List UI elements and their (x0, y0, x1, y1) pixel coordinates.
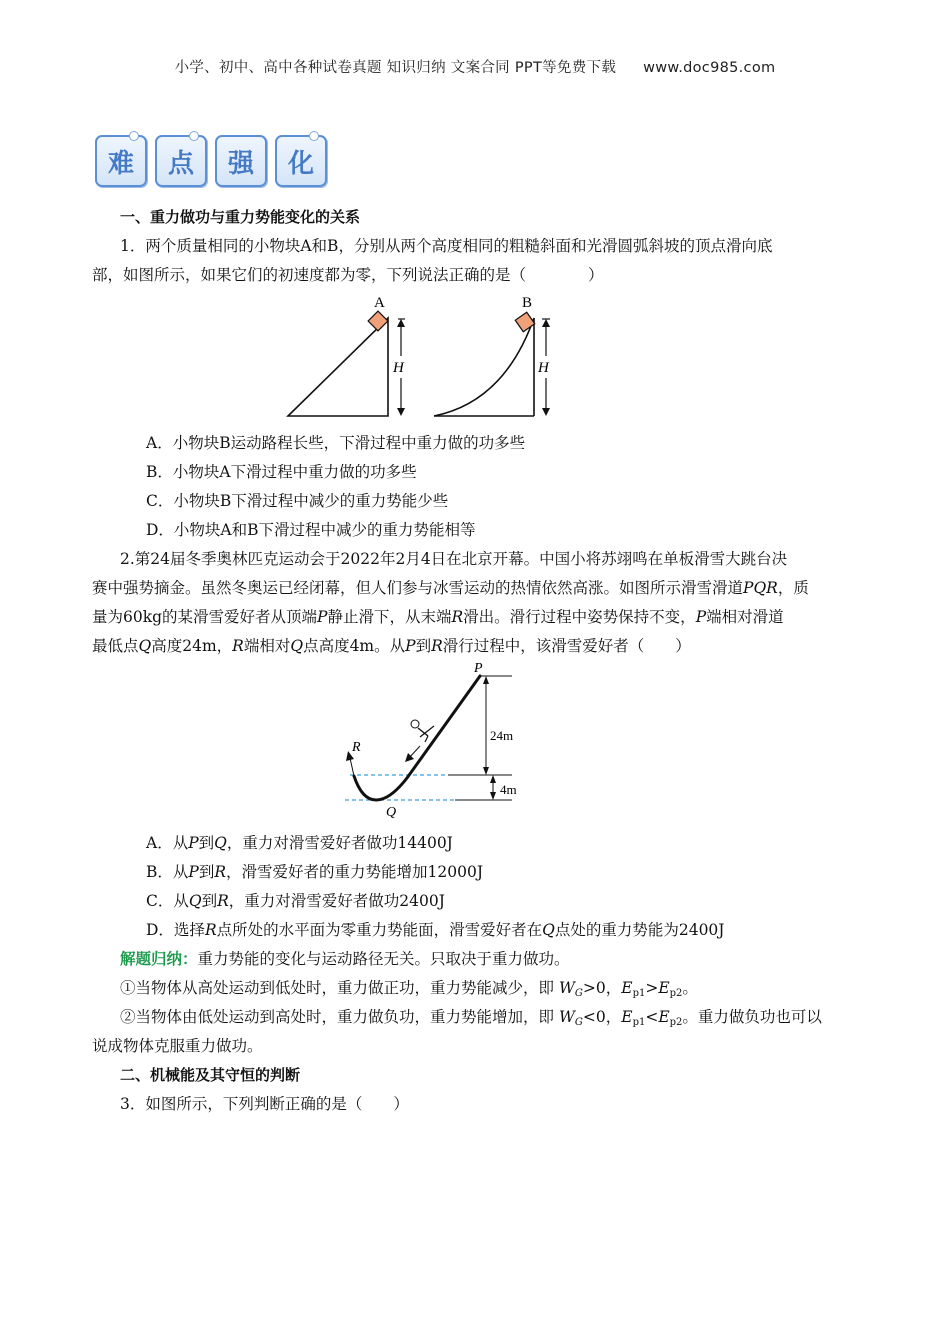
label-4m: 4m (500, 782, 517, 797)
q3-stem: 3．如图所示，下列判断正确的是（ ） (120, 1095, 409, 1113)
incline-triangle (288, 318, 388, 416)
label-a: A (374, 295, 385, 311)
label-r: R (352, 740, 361, 755)
q1-option-b: B．小物块A下滑过程中重力做的功多些 (146, 463, 417, 481)
arrowhead (542, 319, 550, 327)
banner-tile: 强 (215, 135, 267, 187)
summary-intro: 解题归纳：重力势能的变化与运动路径无关。只取决于重力做功。 (120, 950, 570, 968)
summary-line3: 说成物体克服重力做功。 (92, 1037, 263, 1055)
banner-tile: 化 (275, 135, 327, 187)
banner-dot-icon (129, 131, 139, 141)
summary-line2: ②当物体由低处运动到高处时，重力做负功，重力势能增加，即 $W_G<0$，$E_{p1}<E_{p2}$。重力做负功也可以 (120, 1008, 822, 1028)
q2-option-c: C．从Q到R，重力对滑雪爱好者做功2400J (146, 892, 445, 910)
skier-icon (411, 720, 434, 742)
q1-option-d: D．小物块A和B下滑过程中减少的重力势能相等 (146, 521, 476, 539)
q2-line3: 量为60kg的某滑雪爱好者从顶端P静止滑下，从末端R滑出。滑行过程中姿势保持不变，P端相对滑道 (92, 608, 784, 626)
banner-tile: 点 (155, 135, 207, 187)
section-2-title: 二、机械能及其守恒的判断 (120, 1066, 301, 1084)
page-header (0, 56, 950, 77)
arrowhead (490, 792, 496, 800)
header-url[interactable]: www.doc985.com (643, 60, 776, 76)
q1-option-a: A．小物块B运动路程长些，下滑过程中重力做的功多些 (146, 434, 526, 452)
label-q: Q (386, 805, 397, 820)
label-p: P (474, 661, 483, 676)
block-a (368, 311, 388, 331)
block-b (515, 312, 534, 331)
arrowhead (483, 676, 489, 684)
arrowhead (483, 767, 489, 775)
height-label: H (393, 360, 404, 376)
q2-line4: 最低点Q高度24m，R端相对Q点高度4m。从P到R滑行过程中，该滑雪爱好者（ ） (92, 637, 691, 655)
q2-option-d: D．选择R点所处的水平面为零重力势能面，滑雪爱好者在Q点处的重力势能为2400J (146, 921, 725, 939)
q1-stem-line2: 部，如图所示，如果它们的初速度都为零，下列说法正确的是（ ） (92, 266, 604, 284)
arrowhead (397, 319, 405, 327)
banner-dot-icon (309, 131, 319, 141)
banner-tile: 难 (95, 135, 147, 187)
section-1-title: 一、重力做功与重力势能变化的关系 (120, 208, 361, 226)
summary-line1: ①当物体从高处运动到低处时，重力做正功，重力势能减少，即 $W_G>0$，$E_{p1}>E_{p2}$。 (120, 979, 698, 999)
q2-line1: 2.第24届冬季奥林匹克运动会于2022年2月4日在北京开幕。中国小将苏翊鸣在单板滑雪大跳台决 (120, 550, 788, 568)
q1-option-c: C．小物块B下滑过程中减少的重力势能少些 (146, 492, 449, 510)
q2-option-a: A．从P到Q，重力对滑雪爱好者做功14400J (146, 834, 453, 852)
q1-figure (280, 290, 570, 422)
arrowhead (490, 775, 496, 783)
section-banner (95, 135, 327, 187)
ski-track (354, 676, 480, 800)
label-b: B (522, 295, 533, 311)
arrowhead (397, 408, 405, 416)
banner-dot-icon (189, 131, 199, 141)
q2-option-b: B．从P到R，滑雪爱好者的重力势能增加12000J (146, 863, 484, 881)
q2-line2: 赛中强势摘金。虽然冬奥运已经闭幕，但人们参与冰雪运动的热情依然高涨。如图所示滑雪滑道PQR，质 (92, 579, 809, 597)
height-label: H (538, 360, 549, 376)
q1-stem-line1: 1．两个质量相同的小物块A和B，分别从两个高度相同的粗糙斜面和光滑圆弧斜坡的顶点滑向底 (120, 237, 773, 255)
header-text: 小学、初中、高中各种试卷真题 知识归纳 文案合同 PPT等免费下载 (174, 60, 617, 76)
curved-slope (434, 318, 534, 416)
exit-arrow (350, 758, 354, 776)
label-24m: 24m (490, 728, 514, 743)
q2-figure (330, 658, 530, 820)
arrowhead (542, 408, 550, 416)
summary-label: 解题归纳： (120, 950, 198, 968)
